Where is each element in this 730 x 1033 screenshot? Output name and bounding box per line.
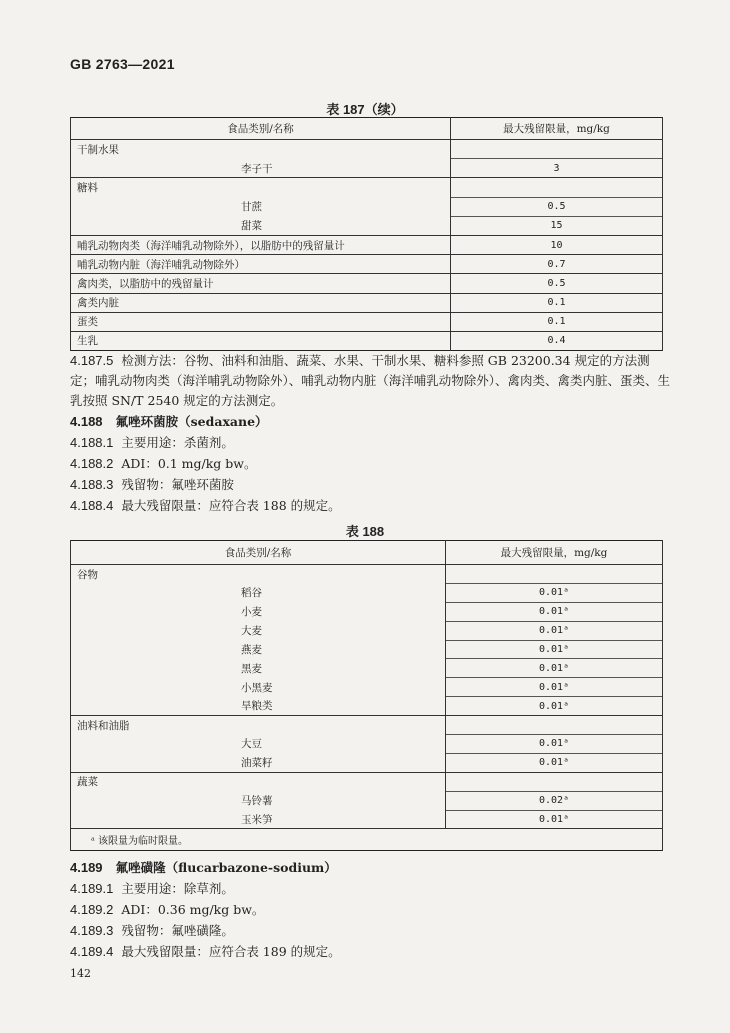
item-number: 4.189.2 — [70, 902, 114, 917]
table-row — [71, 621, 663, 640]
food-name-cell: 糖料 — [71, 178, 451, 197]
mrl-value-cell: 10 — [451, 235, 663, 254]
food-name-cell: 稻谷 — [71, 583, 446, 602]
mrl-value-cell: 0.01ᵃ — [446, 602, 663, 621]
food-name-cell: 生乳 — [71, 331, 451, 350]
item-text: 最大残留限量：应符合表 188 的规定。 — [121, 498, 341, 513]
item-number: 4.189.4 — [70, 944, 114, 959]
mrl-value-cell: 0.7 — [451, 255, 663, 274]
food-name-cell: 哺乳动物肉类（海洋哺乳动物除外），以脂肪中的残留量计 — [71, 235, 451, 254]
table-row — [71, 197, 663, 216]
section-item — [70, 475, 670, 496]
table-187-header-limit: 最大残留限量，mg/kg — [451, 118, 663, 140]
item-text: ADI：0.1 mg/kg bw。 — [121, 456, 257, 471]
mrl-value-cell: 0.01ᵃ — [446, 621, 663, 640]
section-item — [70, 942, 670, 963]
item-text: 主要用途：除草剂。 — [121, 881, 234, 896]
table-row — [71, 678, 663, 697]
section-number: 4.187.5 — [70, 353, 114, 368]
table-row — [71, 735, 663, 754]
table-footnote: ᵃ 该限量为临时限量。 — [71, 829, 663, 851]
mrl-value-cell: 0.4 — [451, 331, 663, 350]
section-4-189-items — [70, 879, 670, 963]
food-name-cell: 油菜籽 — [71, 753, 446, 772]
food-name-cell: 玉米笋 — [71, 810, 446, 829]
food-name-cell: 小黑麦 — [71, 678, 446, 697]
food-name-cell: 谷物 — [71, 565, 446, 584]
table-row — [71, 140, 663, 159]
section-item — [70, 496, 670, 517]
mrl-value-cell: 0.01ᵃ — [446, 735, 663, 754]
mrl-value-cell: 0.02ᵃ — [446, 791, 663, 810]
item-number: 4.188.4 — [70, 498, 114, 513]
page-number: 142 — [70, 967, 91, 980]
food-name-cell: 大豆 — [71, 735, 446, 754]
food-name-cell: 禽肉类，以脂肪中的残留量计 — [71, 274, 451, 293]
mrl-value-cell: 0.01ᵃ — [446, 697, 663, 716]
section-4-189-title — [70, 858, 670, 878]
section-number: 4.188 — [70, 414, 103, 429]
food-name-cell: 黑麦 — [71, 659, 446, 678]
table-188 — [70, 540, 663, 851]
section-title: 氟唑环菌胺（sedaxane） — [115, 414, 268, 429]
table-188-header-name: 食品类别/名称 — [71, 541, 446, 565]
mrl-value-cell: 0.1 — [451, 312, 663, 331]
table-187-header-name: 食品类别/名称 — [71, 118, 451, 140]
food-name-cell: 甜菜 — [71, 216, 451, 235]
mrl-value-cell — [451, 178, 663, 197]
item-number: 4.188.2 — [70, 456, 114, 471]
item-text: 主要用途：杀菌剂。 — [121, 435, 234, 450]
food-name-cell: 马铃薯 — [71, 791, 446, 810]
table-row — [71, 178, 663, 197]
table-row — [71, 216, 663, 235]
mrl-value-cell — [446, 772, 663, 791]
table-187-body — [71, 140, 663, 351]
table-row — [71, 697, 663, 716]
food-name-cell: 蛋类 — [71, 312, 451, 331]
mrl-value-cell: 15 — [451, 216, 663, 235]
table-row — [71, 810, 663, 829]
mrl-value-cell: 0.01ᵃ — [446, 659, 663, 678]
mrl-value-cell: 0.01ᵃ — [446, 583, 663, 602]
food-name-cell: 甘蔗 — [71, 197, 451, 216]
section-item — [70, 921, 670, 942]
item-number: 4.189.1 — [70, 881, 114, 896]
table-row — [71, 602, 663, 621]
table-row — [71, 235, 663, 254]
table-row — [71, 772, 663, 791]
section-4-188-title — [70, 412, 670, 432]
table-187-caption: 表 187（续） — [326, 102, 404, 117]
table-row — [71, 753, 663, 772]
table-row — [71, 640, 663, 659]
section-item — [70, 900, 670, 921]
table-row — [71, 159, 663, 178]
table-row — [71, 659, 663, 678]
food-name-cell: 燕麦 — [71, 640, 446, 659]
food-name-cell: 干制水果 — [71, 140, 451, 159]
item-text: 残留物：氟唑环菌胺 — [121, 477, 234, 492]
item-number: 4.189.3 — [70, 923, 114, 938]
section-item — [70, 433, 670, 454]
section-4-187-5 — [70, 351, 670, 411]
food-name-cell: 旱粮类 — [71, 697, 446, 716]
food-name-cell: 李子干 — [71, 159, 451, 178]
section-title: 氟唑磺隆（flucarbazone-sodium） — [115, 860, 337, 875]
table-row — [71, 716, 663, 735]
mrl-value-cell: 0.01ᵃ — [446, 678, 663, 697]
mrl-value-cell: 0.01ᵃ — [446, 640, 663, 659]
food-name-cell: 哺乳动物内脏（海洋哺乳动物除外） — [71, 255, 451, 274]
food-name-cell: 禽类内脏 — [71, 293, 451, 312]
table-row — [71, 312, 663, 331]
section-item — [70, 454, 670, 475]
table-row — [71, 274, 663, 293]
table-187 — [70, 117, 663, 351]
item-text: ADI：0.36 mg/kg bw。 — [121, 902, 265, 917]
section-4-188-items — [70, 433, 670, 517]
table-row — [71, 791, 663, 810]
item-text: 最大残留限量：应符合表 189 的规定。 — [121, 944, 341, 959]
table-row — [71, 583, 663, 602]
food-name-cell: 大麦 — [71, 621, 446, 640]
table-188-caption: 表 188 — [345, 524, 385, 539]
table-row — [71, 331, 663, 350]
item-number: 4.188.3 — [70, 477, 114, 492]
mrl-value-cell — [446, 565, 663, 584]
doc-code-header: GB 2763—2021 — [70, 56, 175, 72]
food-name-cell: 小麦 — [71, 602, 446, 621]
item-text: 残留物：氟唑磺隆。 — [121, 923, 234, 938]
food-name-cell: 蔬菜 — [71, 772, 446, 791]
mrl-value-cell — [446, 716, 663, 735]
section-item — [70, 879, 670, 900]
item-number: 4.188.1 — [70, 435, 114, 450]
mrl-value-cell: 0.5 — [451, 197, 663, 216]
mrl-value-cell — [451, 140, 663, 159]
table-row — [71, 293, 663, 312]
mrl-value-cell: 0.01ᵃ — [446, 753, 663, 772]
mrl-value-cell: 0.5 — [451, 274, 663, 293]
mrl-value-cell: 3 — [451, 159, 663, 178]
mrl-value-cell: 0.01ᵃ — [446, 810, 663, 829]
table-row — [71, 255, 663, 274]
table-188-header-limit: 最大残留限量，mg/kg — [446, 541, 663, 565]
food-name-cell: 油料和油脂 — [71, 716, 446, 735]
section-number: 4.189 — [70, 860, 103, 875]
table-188-body — [71, 565, 663, 851]
table-row — [71, 565, 663, 584]
table-note-row — [71, 829, 663, 851]
section-text: 检测方法：谷物、油料和油脂、蔬菜、水果、干制水果、糖料参照 GB 23200.34 规定的方法测定；哺乳动物肉类（海洋哺乳动物除外）、哺乳动物内脏（海洋哺乳动物除外）、禽肉类、禽类内脏、蛋类、生乳按照 SN/T 2540 规定的方法测定。 — [70, 353, 671, 408]
mrl-value-cell: 0.1 — [451, 293, 663, 312]
